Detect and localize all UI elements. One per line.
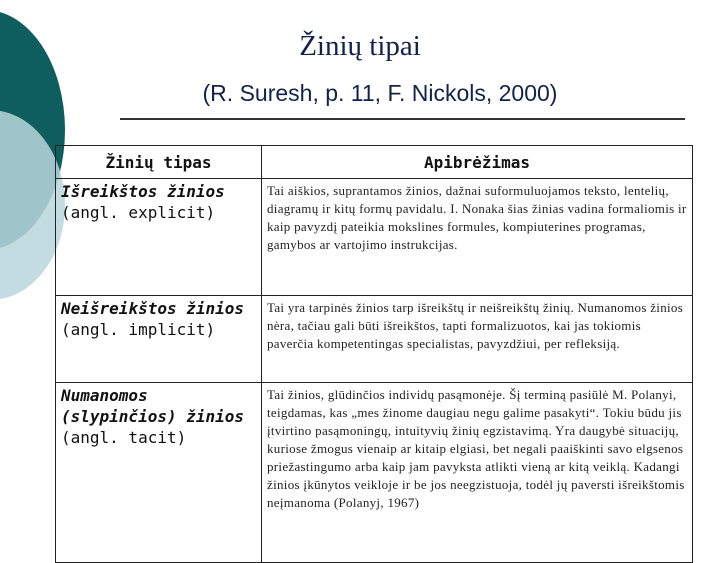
title-divider [120,118,685,120]
table-row-explicit [56,179,693,296]
header-knowledge-type: Žinių tipas [56,146,262,179]
definition-cell: Tai yra tarpinės žinios tarp išreikštų ir neišreikštų žinių. Numanomos žinios nėra, tačiau gali būti išreikštos, tapti formalizuotos, kai jas tokiomis paverčia kompetentingas specialistas, pavyzdžiui, per refleksiją. [262,296,693,383]
term-note: (angl. tacit) [61,427,187,447]
term-cell [56,179,262,296]
table-header-row [56,146,693,179]
term-note: (angl. explicit) [61,202,216,222]
header-definition: Apibrėžimas [262,146,693,179]
slide-subtitle: (R. Suresh, p. 11, F. Nickols, 2000) [202,80,558,106]
term-name: Numanomos (slypinčios) žinios [61,386,245,426]
term-cell [56,383,262,563]
knowledge-types-table [55,145,693,563]
definition-cell: Tai žinios, glūdinčios individų pasąmonėje. Šį terminą pasiūlė M. Polanyi, teigdamas, kas „mes žinome daugiau negu galime pasakyti“. Tokiu būdu jis įtvirtino pasąmoningų, intuityvių žinių egzistavimą. Yra daugybė situacijų, kuriose žmogus vienaip ar kitaip elgiasi, bet negali paaiškinti savo elgsenos priežastingumo arba kaip jam pavyksta atlikti vieną ar kitą veiklą. Kadangi žinios įkūnytos veikloje ir be jos neegzistuoja, todėl jų paversti išreikštomis neįmanoma (Polanyj, 1967) [262,383,693,563]
table-row-implicit [56,296,693,383]
table-row-tacit [56,383,693,563]
definition-cell: Tai aiškios, suprantamos žinios, dažnai suformuluojamos teksto, lentelių, diagramų ir kitų formų pavidalu. I. Nonaka šias žinias vadina formaliomis ir kaip pavyzdį pateikia mokslines formules, kompiuterines programas, gamybos ar vartojimo instrukcijas. [262,179,693,296]
slide-title: Žinių tipai [299,30,421,62]
term-name: Neišreikštos žinios [61,299,245,318]
term-cell [56,296,262,383]
term-name: Išreikštos žinios [61,182,225,201]
term-note: (angl. implicit) [61,319,216,339]
